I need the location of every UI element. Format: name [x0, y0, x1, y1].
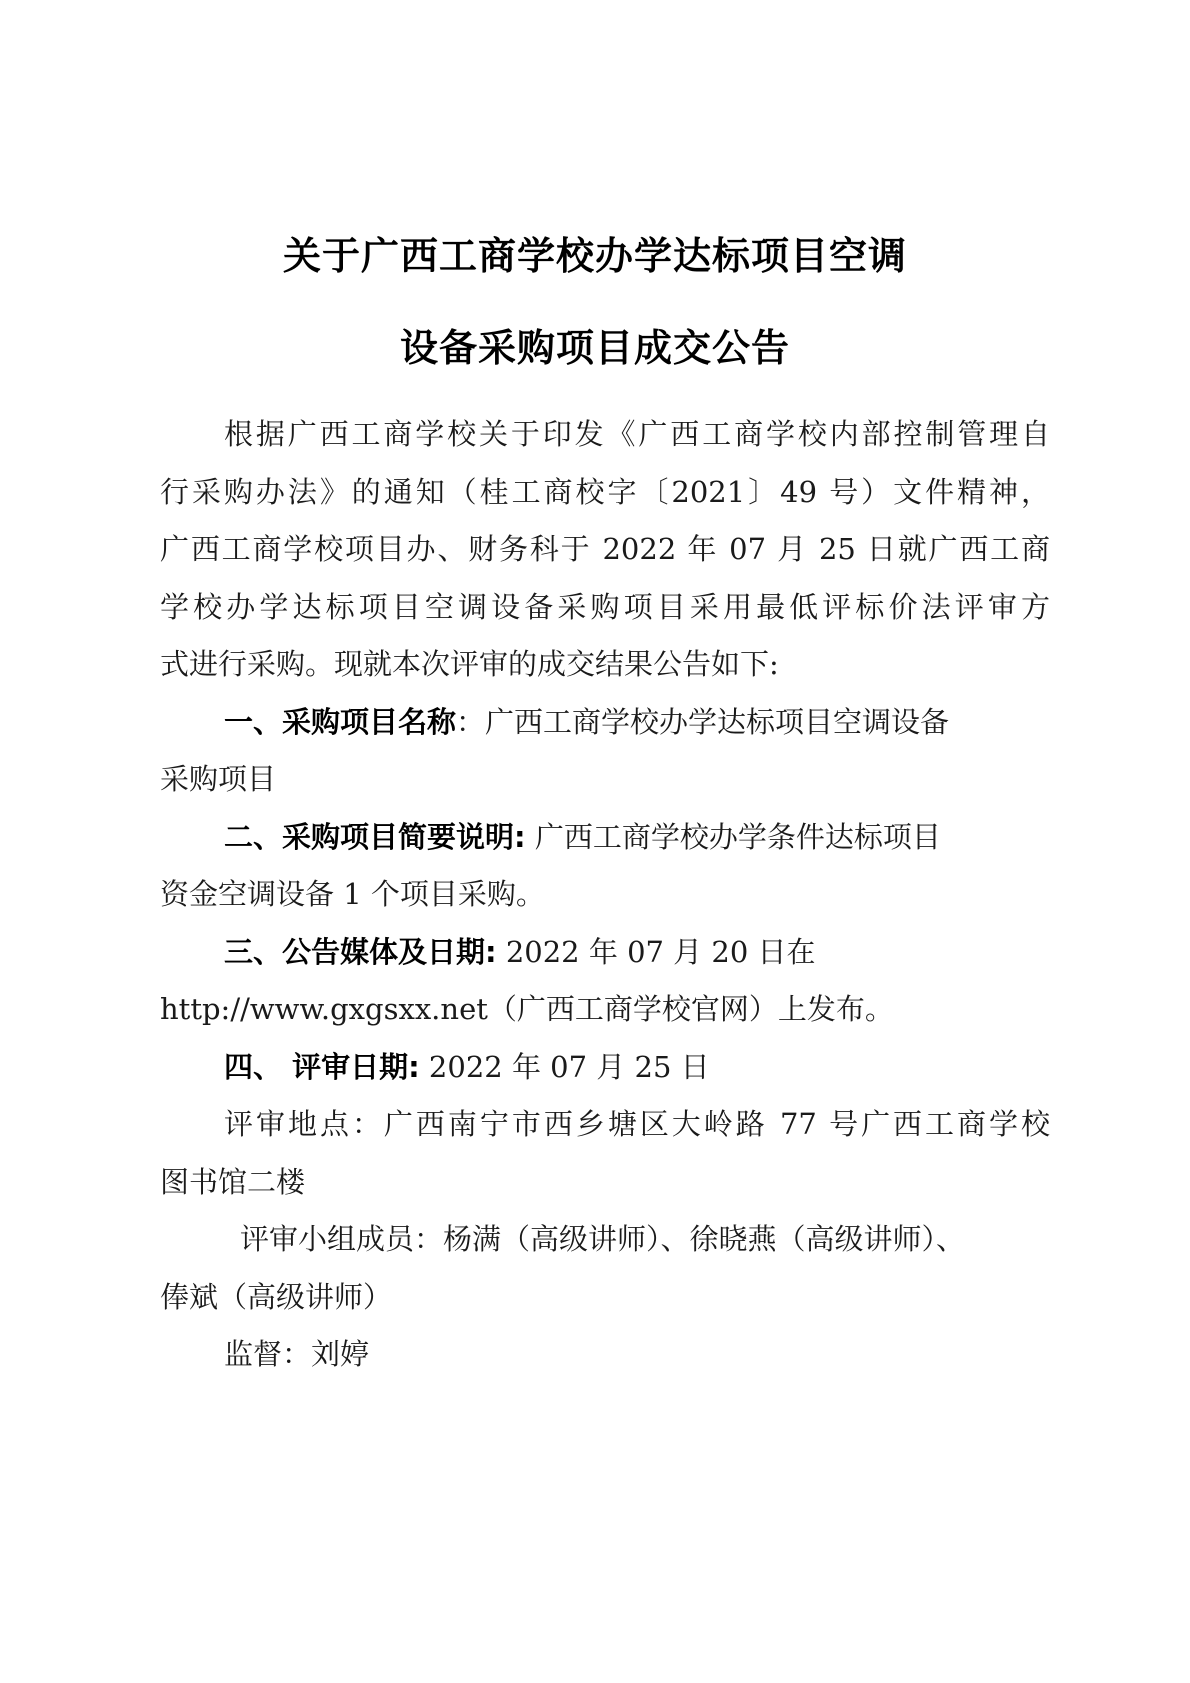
- intro-line-2: 行采购办法》的通知（桂工商校字〔2021〕49 号）文件精神，: [160, 475, 1050, 509]
- section-3-line-1: [224, 932, 1050, 972]
- venue-line-2: 图书馆二楼: [160, 1165, 306, 1199]
- section-4-text: 2022 年 07 月 25 日: [419, 1050, 710, 1084]
- document-title-line-2: 设备采购项目成交公告: [399, 326, 790, 370]
- section-2-label: 二、采购项目简要说明:: [224, 820, 526, 854]
- section-3-line-2: http://www.gxgsxx.net（广西工商学校官网）上发布。: [160, 992, 894, 1026]
- section-1-line-1: [224, 702, 1050, 742]
- supervisor-line: 监督：刘婷: [224, 1337, 370, 1371]
- section-2-line-2: 资金空调设备 1 个项目采购。: [160, 877, 545, 911]
- intro-line-5: 式进行采购。现就本次评审的成交结果公告如下:: [160, 647, 779, 681]
- section-2-line-1: [224, 817, 1050, 857]
- panel-line-1: 评审小组成员：杨满（高级讲师）、徐晓燕（高级讲师）、: [240, 1222, 966, 1256]
- section-1-label: 一、采购项目名称: [224, 705, 457, 739]
- section-2-text: 广西工商学校办学条件达标项目: [525, 820, 941, 854]
- section-4-label: 四、 评审日期:: [224, 1050, 420, 1084]
- section-3-text: 2022 年 07 月 20 日在: [496, 935, 816, 969]
- section-1-text: ：广西工商学校办学达标项目空调设备: [456, 705, 950, 739]
- section-3-label: 三、公告媒体及日期:: [224, 935, 497, 969]
- section-1-line-2: 采购项目: [160, 762, 277, 796]
- section-4-line-1: [224, 1047, 1050, 1087]
- panel-line-2: 俸斌（高级讲师）: [160, 1280, 393, 1314]
- intro-line-4: 学校办学达标项目空调设备采购项目采用最低评标价法评审方: [160, 590, 1050, 624]
- intro-line-1: 根据广西工商学校关于印发《广西工商学校内部控制管理自: [224, 417, 1050, 451]
- venue-line-1: 评审地点：广西南宁市西乡塘区大岭路 77 号广西工商学校: [224, 1107, 1050, 1141]
- document-title-line-1: 关于广西工商学校办学达标项目空调: [282, 234, 907, 278]
- intro-line-3: 广西工商学校项目办、财务科于 2022 年 07 月 25 日就广西工商: [160, 532, 1050, 566]
